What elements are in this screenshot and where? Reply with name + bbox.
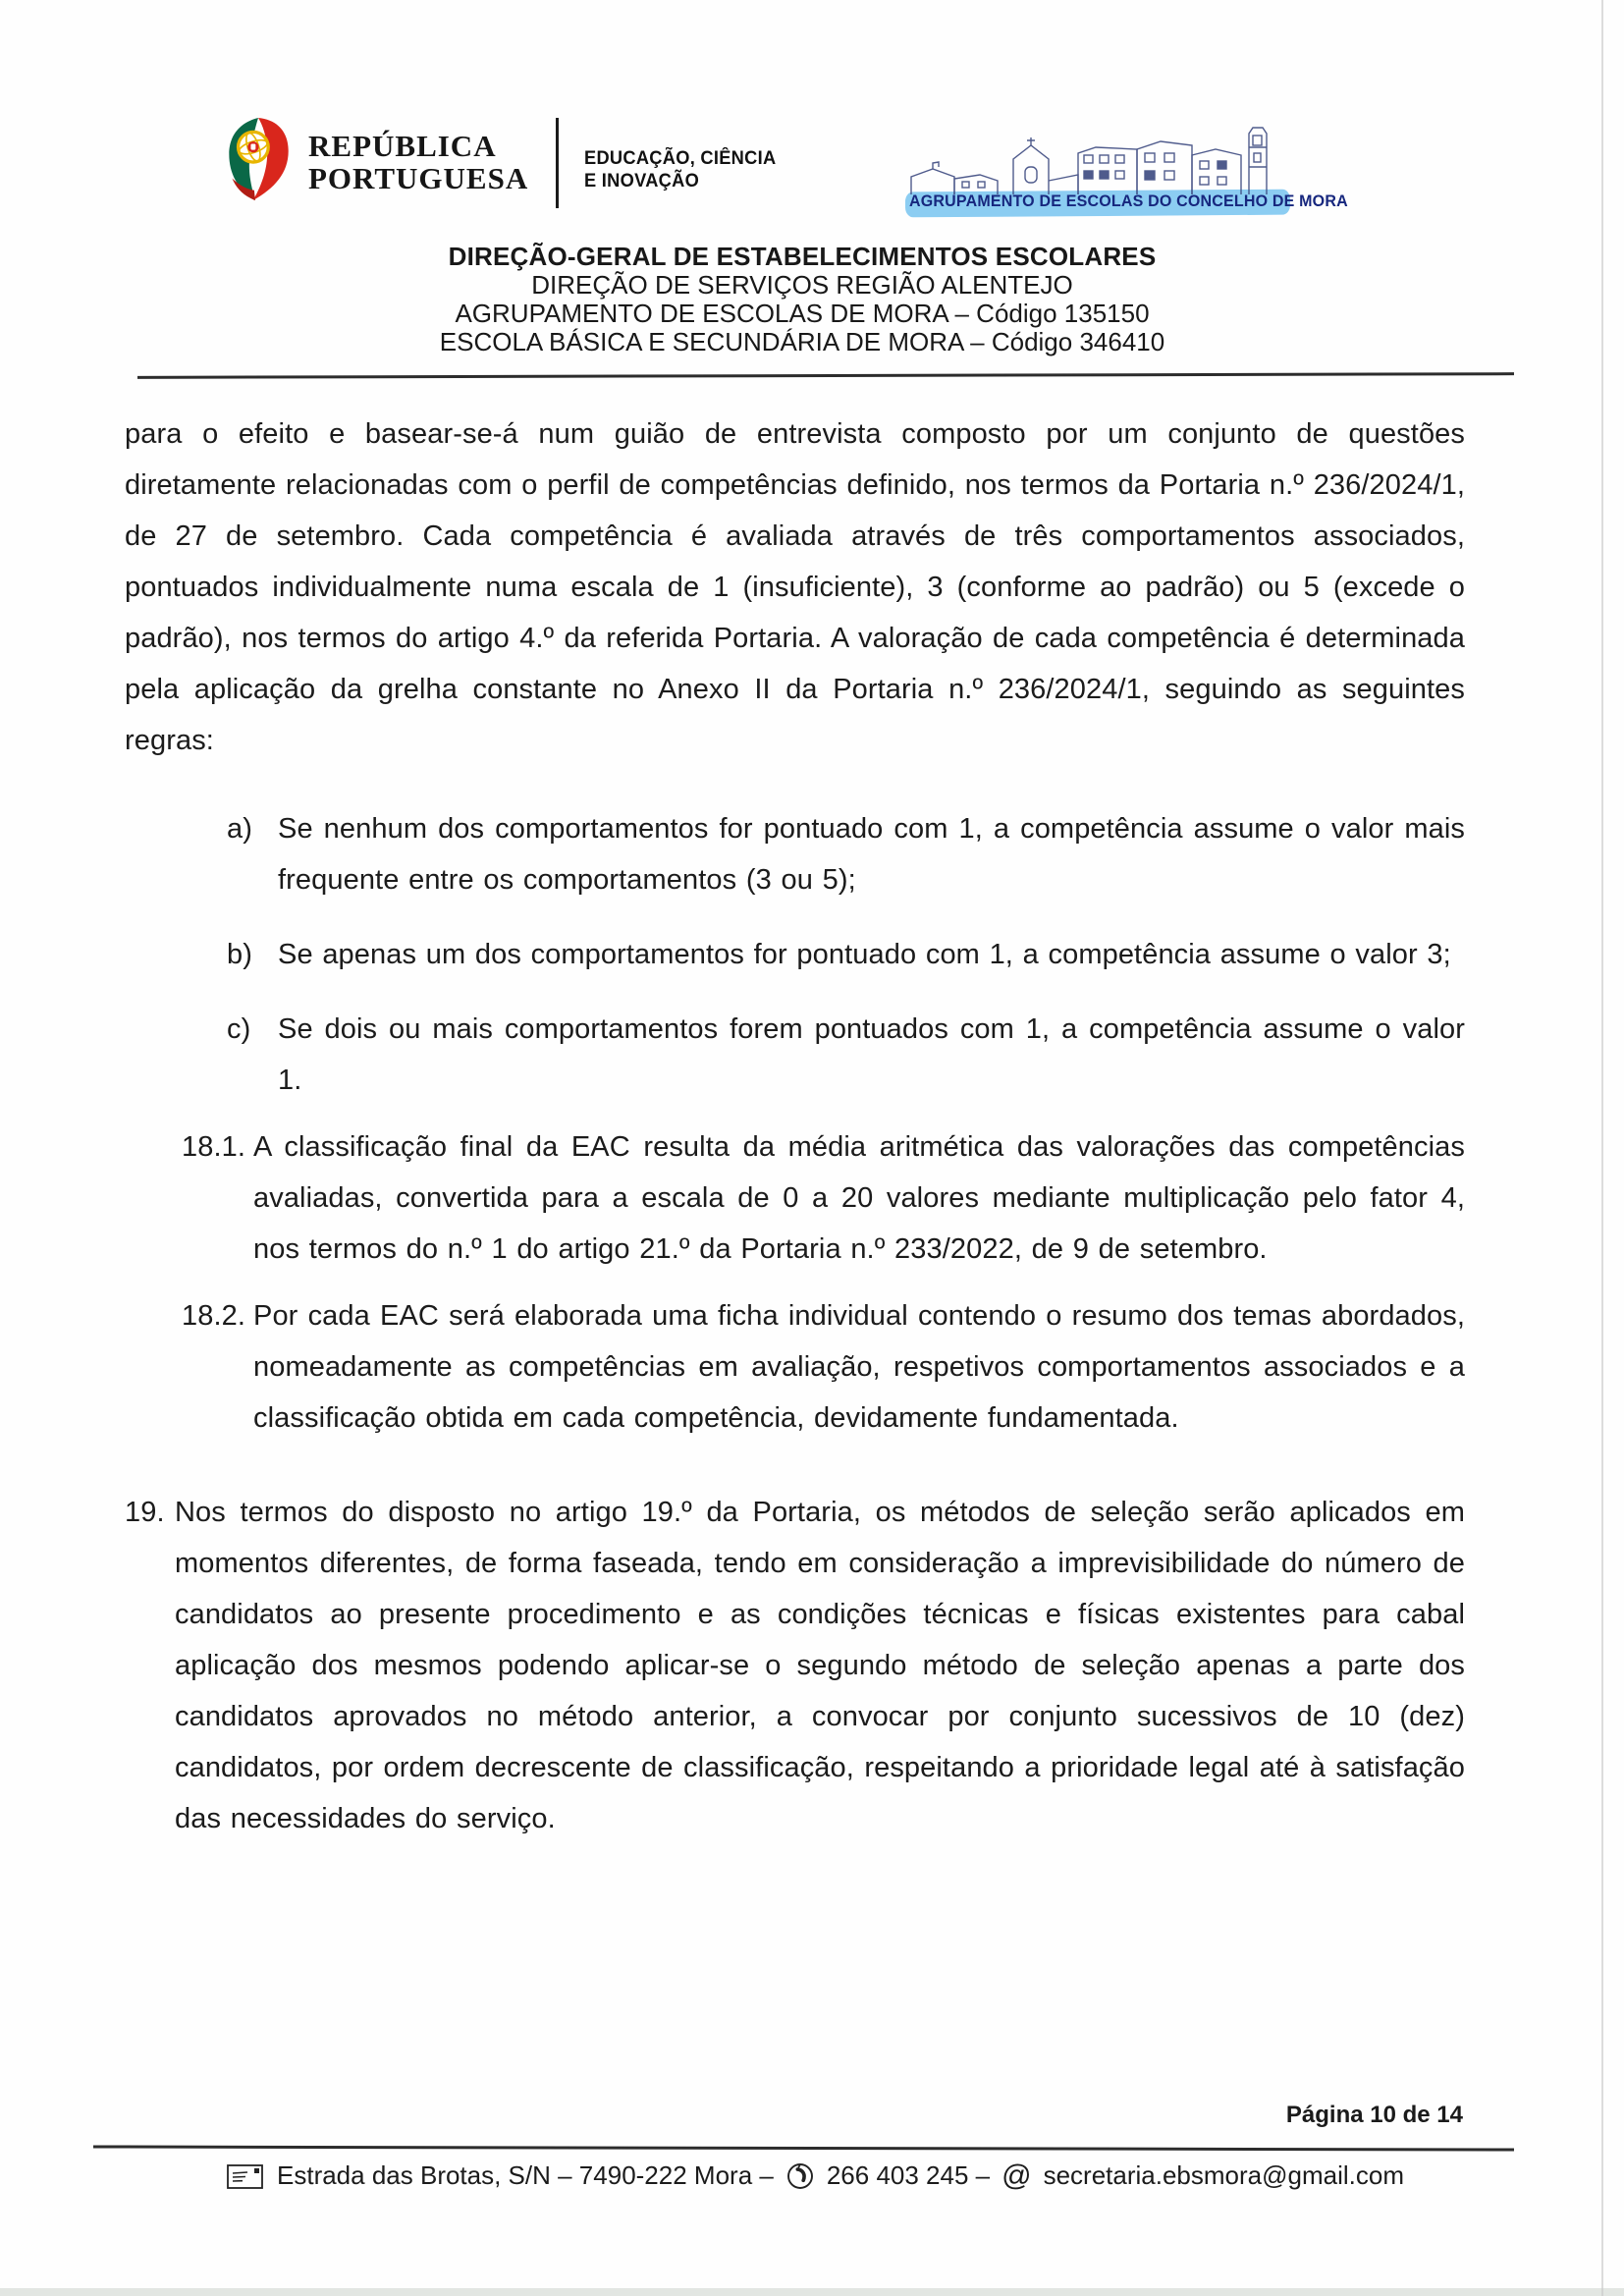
footer-contact-line [226, 2160, 1404, 2191]
footer-email-text: secretaria.ebsmora@gmail.com [1043, 2160, 1404, 2190]
at-icon: @ [1001, 2159, 1032, 2192]
agrupamento-mora-logo [903, 120, 1348, 224]
phone-icon [785, 2161, 815, 2191]
org-heading [0, 243, 1604, 356]
org-line-3: AGRUPAMENTO DE ESCOLAS DE MORA – Código 135150 [455, 299, 1150, 328]
page-number: Página 10 de 14 [1285, 2102, 1463, 2128]
list-item-b [125, 929, 1465, 980]
org-line-2: DIREÇÃO DE SERVIÇOS REGIÃO ALENTEJO [531, 270, 1073, 300]
logo-divider [556, 118, 559, 208]
clause-18-1 [125, 1121, 1465, 1275]
ministry-line2: E INOVAÇÃO [583, 171, 699, 191]
envelope-icon [226, 2161, 265, 2191]
list-item-a-marker: a) [227, 813, 252, 845]
scan-edge-strip [0, 2288, 1624, 2296]
list-item-c-text: Se dois ou mais comportamentos forem pontuados com 1, a competência assume o valor 1. [278, 1013, 1465, 1096]
list-item-c [125, 1004, 1465, 1106]
gov-name [308, 130, 528, 194]
clause-18-1-marker: 18.1. [182, 1131, 245, 1163]
header-rule [137, 372, 1514, 379]
ministry-label [584, 147, 776, 192]
footer-phone-text: 266 403 245 – [826, 2160, 991, 2190]
list-item-a [125, 803, 1465, 905]
org-line-1: DIREÇÃO-GERAL DE ESTABELECIMENTOS ESCOLARES [448, 242, 1157, 271]
gov-name-line1: REPÚBLICA [308, 129, 497, 163]
clause-18-2 [125, 1290, 1465, 1444]
portugal-flag-icon [222, 116, 295, 202]
clause-19-marker: 19. [125, 1497, 165, 1528]
list-item-b-text: Se apenas um dos comportamentos for pontuado com 1, a competência assume o valor 3; [278, 939, 1451, 970]
gov-name-line2: PORTUGUESA [308, 161, 529, 195]
footer-rule [93, 2145, 1514, 2151]
list-item-b-marker: b) [227, 939, 252, 970]
clause-19 [125, 1487, 1465, 1844]
footer-address-text: Estrada das Brotas, S/N – 7490-222 Mora – [277, 2160, 774, 2190]
clause-18-2-marker: 18.2. [182, 1300, 245, 1332]
document-body [125, 409, 1465, 1844]
paragraph-intro: para o efeito e basear-se-á num guião de entrevista composto por um conjunto de questões diretamente relacionadas com o perfil de competências definido, nos termos da Portaria n.º 236/2024/1, de 27 de setembro. Cada competência é avaliada através de três comportamentos associados, pontuados individualmente numa escala de 1 (insuficiente), 3 (conforme ao padrão) ou 5 (excede o padrão), nos termos do artigo 4.º da referida Portaria. A valoração de cada competência é determinada pela aplicação da grelha constante no Anexo II da Portaria n.º 236/2024/1, seguindo as seguintes regras: [125, 418, 1465, 756]
clause-18-1-text: A classificação final da EAC resulta da média aritmética das valorações das competências avaliadas, convertida para a escala de 0 a 20 valores mediante multiplicação pelo fator 4, nos termos do n.º 1 do artigo 21.º da Portaria n.º 233/2022, de 9 de setembro. [253, 1131, 1465, 1265]
school-caption: AGRUPAMENTO DE ESCOLAS DO CONCELHO DE MORA [909, 192, 1348, 210]
republica-portuguesa-logo [222, 116, 784, 208]
village-skyline-icon [903, 120, 1296, 202]
clause-18-2-text: Por cada EAC será elaborada uma ficha individual contendo o resumo dos temas abordados, nomeadamente as competências em avaliação, respetivos comportamentos associados e a classificação obtida em cada competência, devidamente fundamentada. [253, 1300, 1465, 1434]
clause-19-text: Nos termos do disposto no artigo 19.º da Portaria, os métodos de seleção serão aplicados em momentos diferentes, de forma faseada, tendo em consideração a imprevisibilidade do número de candidatos ao presente procedimento e as condições técnicas e físicas existentes para cabal aplicação dos mesmos podendo aplicar-se o segundo método de seleção apenas a parte dos candidatos aprovados no método anterior, a convocar por conjunto sucessivos de 10 (dez) candidatos, por ordem decrescente de classificação, respeitando a prioridade legal até à satisfação das necessidades do serviço. [175, 1497, 1465, 1834]
list-item-c-marker: c) [227, 1013, 251, 1045]
org-line-4: ESCOLA BÁSICA E SECUNDÁRIA DE MORA – Código 346410 [439, 327, 1165, 356]
list-item-a-text: Se nenhum dos comportamentos for pontuado com 1, a competência assume o valor mais frequente entre os comportamentos (3 ou 5); [278, 813, 1465, 896]
ministry-line1: EDUCAÇÃO, CIÊNCIA [583, 148, 777, 169]
scan-edge-line [1601, 0, 1603, 2296]
